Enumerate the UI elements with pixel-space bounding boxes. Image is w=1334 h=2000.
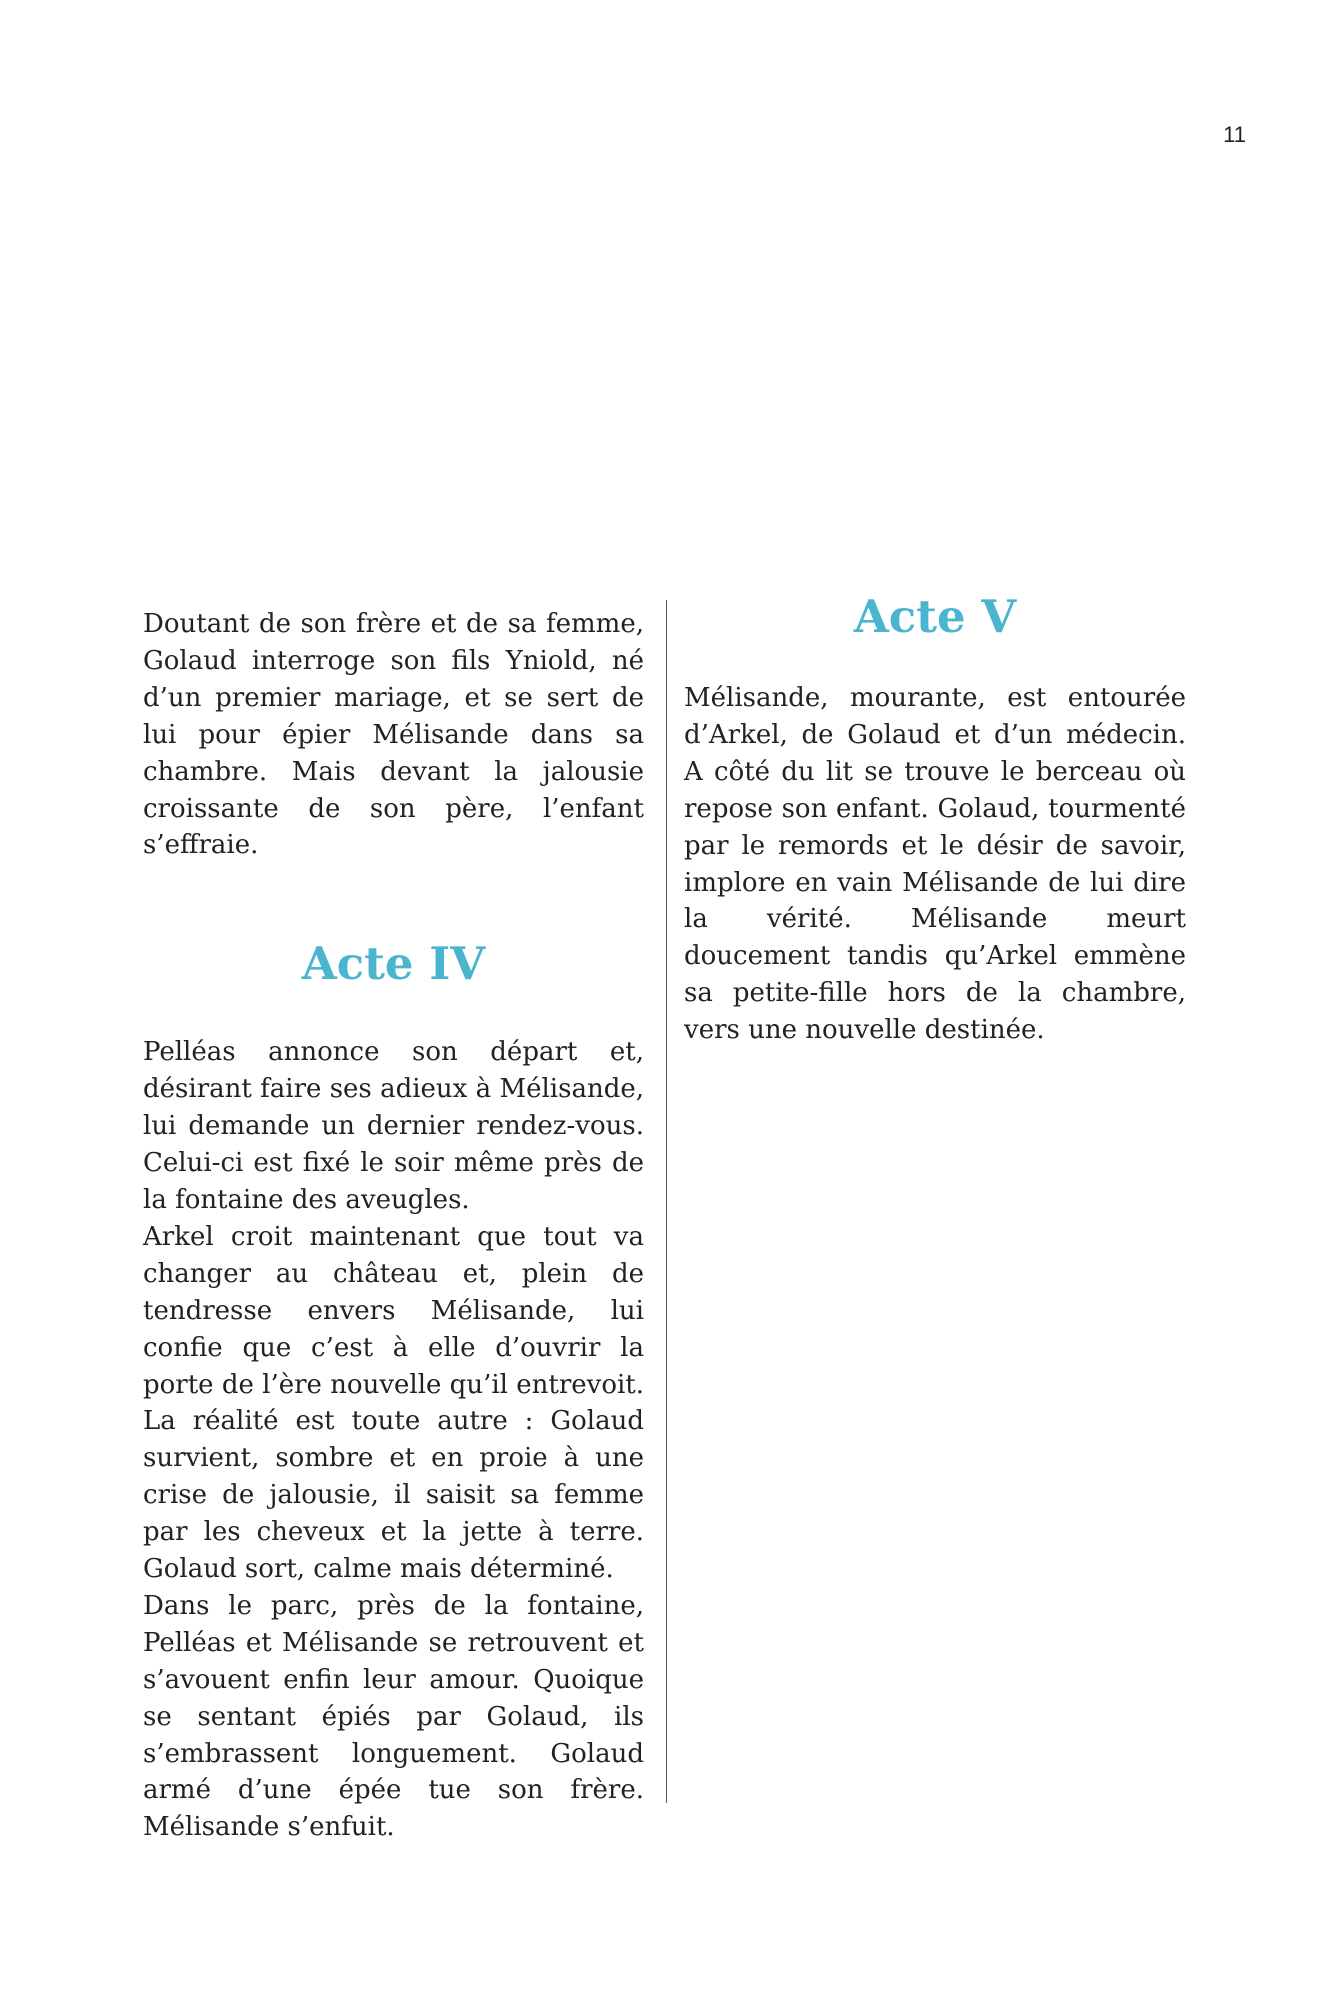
column-divider [666, 600, 667, 1803]
page-number: 11 [1223, 122, 1246, 147]
act-iv-paragraph-1: Pelléas annonce son départ et, désirant faire ses adieux à Mélisande, lui demande un dernier rendez-vous. Celui-ci est fixé le soir même près de la fontaine des aveugles. [143, 1037, 644, 1215]
act-v-heading: Acte V [853, 590, 1017, 643]
right-column [684, 680, 1186, 1049]
act-iv-paragraph-2: Arkel croit maintenant que tout va changer au château et, plein de tendresse envers Mélisande, lui confie que c’est à elle d’ouvrir la porte de l’ère nouvelle qu’il entrevoit. La réalité est toute autre : Golaud survient, sombre et en proie à une crise de jalousie, il saisit sa femme par les cheveux et la jette à terre. Golaud sort, calme mais déterminé. [143, 1221, 644, 1585]
act-iv-paragraph-3: Dans le parc, près de la fontaine, Pelléas et Mélisande se retrouvent et s’avouent enfin leur amour. Quoique se sentant épiés par Golaud, ils s’embrassent longuement. Golaud armé d’une épée tue son frère. Mélisande s’enfuit. [143, 1590, 644, 1843]
intro-paragraph: Doutant de son frère et de sa femme, Golaud interroge son fils Yniold, né d’un premier mariage, et se sert de lui pour épier Mélisande dans sa chambre. Mais devant la jalousie croissante de son père, l’enfant s’effraie. [143, 609, 644, 861]
act-v-paragraph: Mélisande, mourante, est entourée d’Arkel, de Golaud et d’un médecin. A côté du lit se trouve le berceau où repose son enfant. Golaud, tourmenté par le remords et le désir de savoir, implore en vain Mélisande de lui dire la vérité. Mélisande meurt doucement tandis qu’Arkel emmène sa petite-fille hors de la chambre, vers une nouvelle destinée. [684, 683, 1186, 1046]
act-iv-heading: Acte IV [301, 937, 486, 991]
left-column [143, 606, 644, 1846]
